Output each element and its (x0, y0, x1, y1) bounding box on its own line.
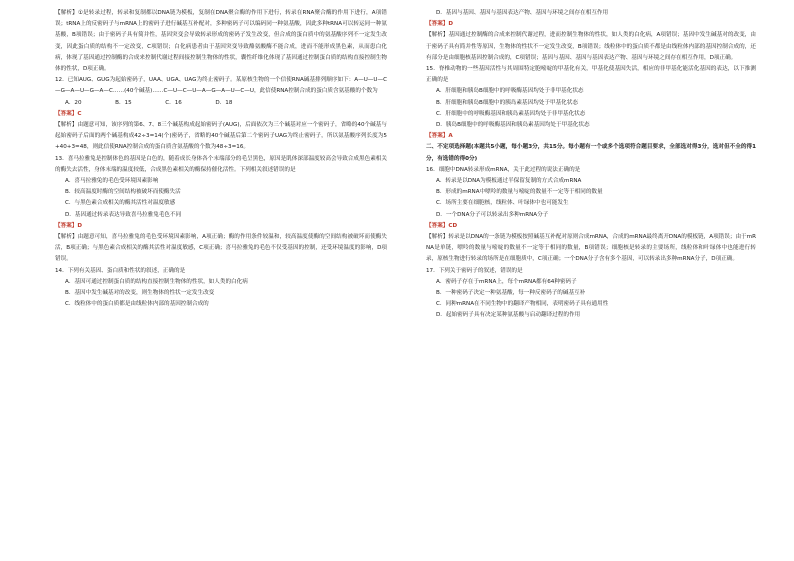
question-14-option-c: C．线粒体中的蛋白质都是由线粒体内部的基因控制合成的 (65, 301, 209, 308)
right-column (426, 8, 756, 322)
question-16-option-a: A．转录是以DNA为模板通过半保留复制的方式合成mRNA (436, 178, 582, 185)
question-17-option-a: A．密码子存在于mRNA上，每个mRNA都有64种密码子 (436, 278, 577, 285)
question-15-option-d: D．胰岛B细胞中的呼吸酶基因和胰岛素基因均处于甲基化状态 (436, 122, 590, 129)
question-16-option-d: D．一个DNA分子可以转录出多种mRNA分子 (436, 211, 549, 218)
question-16-stem: 16．细胞中DNA转录形成mRNA，关于此过程的说法正确的是 (426, 166, 581, 173)
question-15-answer: 【答案】A (426, 133, 453, 140)
question-14-analysis: 【解析】基因通过控制酶的合成来控制代谢过程，进而控制生物体的性状，如人类的白化病，A项错误；基因中发生碱基对的改变，由于密码子具有简并性等原因，生物体的性状不一定发生改变，B项错误；线粒体中的蛋白质不都是由线粒体内部的基因控制合成的，还有部分是由细胞核基因控制合成的，C项错误；基因与基因、基因与基因表达产物、基因与环境之间存在相互作用，D项正确。 (426, 32, 756, 61)
question-14-stem: 14．下列有关基因、蛋白质和性状的叙述，正确的是 (55, 267, 186, 274)
question-16-option-b: B．形成的mRNA中嘌呤的数量与嘧啶的数量不一定等于相同的数量 (436, 189, 603, 196)
question-16-option-c: C．场所主要在细胞核，线粒体、叶绿体中也可能发生 (436, 200, 569, 207)
question-16-answer: 【答案】CD (426, 222, 458, 229)
question-17-option-d: D．起始密码子具有决定某种氨基酸与启动翻译过程的作用 (436, 312, 581, 319)
question-13-option-b: B．较高温度时酶的空间结构被破坏而使酶失活 (65, 189, 181, 196)
question-12-analysis: 【解析】由题意可知，该序列的第6、7、8三个碱基构成起始密码子(AUG)，后面依次为三个碱基对应一个密码子，省略的40个碱基与起始密码子后面的两个碱基构成42÷3=14(个)密码子，省略的40个碱基后第二个密码子UAG为终止密码子，所以氨基酸序列长度为5+40+3=48，则此信使RNA控制合成的蛋白质含氨基酸的个数为48÷3=16。 (55, 122, 387, 151)
question-15-stem: 15．脊椎动物的一些基因活性与其周围特定胞嘧啶的甲基化有关，甲基化使基因失活，相应的非甲基化能活化基因的表达，以下推测正确的是 (426, 66, 756, 84)
question-13-analysis: 【解析】由题意可知，喜马拉雅兔的毛色受环境因素影响，A项正确；酶的作用条件较温和，较高温度使酶的空间结构被破坏而使酶失活，B项正确；与黑色素合成相关的酶其活性对温度敏感，C项正确；喜马拉雅兔的毛色不仅受基因的控制，还受环境温度的影响，D项错误。 (55, 234, 387, 263)
section-2-heading: 二、不定项选择题(本题共5小题，每小题3分，共15分。每小题有一个或多个选项符合题目要求，全部选对得3分，选对但不全的得1分，有选错的得0分) (426, 144, 756, 162)
question-17-option-c: C．同种mRNA在不同生物中的翻译产物相同，表明密码子具有通用性 (436, 301, 609, 308)
question-17-stem: 17．下列关于密码子的叙述，错误的是 (426, 267, 523, 274)
question-17-option-b: B．一种密码子决定一种氨基酸，每一种反密码子的碱基互补 (436, 290, 586, 297)
question-13-stem: 13．喜马拉雅兔是控制体色的基因是白色的，随着成长身体各个末端部分的毛呈黑色，原因是肌体深部温度较高会导致合成黑色素相关的酶失去活性，身体末端的温度较低，合成黑色素相关的酶保持催化活性。下列相关叙述错误的是 (55, 155, 387, 173)
question-14-answer: 【答案】D (426, 21, 454, 28)
question-13-option-a: A．喜马拉雅兔的毛色受环境因素影响 (65, 178, 159, 185)
question-14-option-b: B．基因中发生碱基对的改变，则生物体的性状一定发生改变 (65, 290, 215, 297)
question-16-analysis: 【解析】转录是以DNA的一条链为模板按照碱基互补配对原则合成mRNA，合成的mRNA最终离开DNA的模板链，A项错误；由于mRNA是单链，嘌呤的数量与嘧啶的数量不一定等于相同的数量，B项错误；细胞核是转录的主要场所，线粒体和叶绿体中也能进行转录，原核生物进行转录的场所是在细胞质中，C项正确；一个DNA分子含有多个基因，可以转录出多种mRNA分子，D项正确。 (426, 234, 756, 263)
question-14-option-a: A．基因可通过控制蛋白质的结构直接控制生物体的性状，如人类的白化病 (65, 278, 248, 285)
question-15-option-b: B．肝细胞和胰岛B细胞中的胰岛素基因均处于甲基化状态 (436, 99, 578, 106)
left-column (55, 8, 387, 310)
question-13-option-d: D．基因通过转录表达导致喜马拉雅兔毛色不同 (65, 211, 182, 218)
question-15-option-a: A．肝细胞和胰岛B细胞中的呼吸酶基因均处于非甲基化状态 (436, 88, 584, 95)
analysis-paragraph: 【解析】①是转录过程，转录和复制都以DNA链为模板，复制在DNA聚合酶的作用下进行，转录在RNA聚合酶的作用下进行，A项错误；tRNA上的反密码子与mRNA上的密码子进行碱基互补配对，多种密码子可以编码同一种氨基酸，因此多种tRNA可以转运同一种氨基酸，B项错误；由于密码子具有简并性，基因突变会导致转录形成的密码子发生改变，但合成的蛋白质中的氨基酸序列不一定发生改变，因此蛋白质的结构不一定改变，C项错误；白化病患者由于基因突变导致酪氨酸酶不能合成，进而不能形成黑色素，从而患白化病，体现了基因通过控制酶的合成来控制代谢过程间接控制生物体的性状，囊性纤维化体现了基因通过控制蛋白质的结构直接控制生物体的性状，D项正确。 (55, 10, 387, 73)
question-12-answer: 【答案】C (55, 110, 82, 117)
question-12-stem: 12．已知AUG、GUG为起始密码子，UAA、UGA、UAG为终止密码子。某原核生物的一个信使RNA碱基排列顺序如下：A—U—U—C—G—A—U—G—A—C……(40个碱基)……C—U—C—U—A—G—A—U—C—U，此信使RNA控制合成的蛋白质含氨基酸的个数为 (55, 77, 387, 95)
question-14-option-d: D．基因与基因、基因与基因表达产物、基因与环境之间存在相互作用 (436, 10, 609, 16)
question-15-option-c: C．肝细胞中的呼吸酶基因和胰岛素基因均处于非甲基化状态 (436, 110, 586, 117)
question-12-options: A．20 B．15 C．16 D．18 (65, 99, 233, 106)
question-13-answer: 【答案】D (55, 222, 83, 229)
question-13-option-c: C．与黑色素合成相关的酶其活性对温度敏感 (65, 200, 176, 207)
